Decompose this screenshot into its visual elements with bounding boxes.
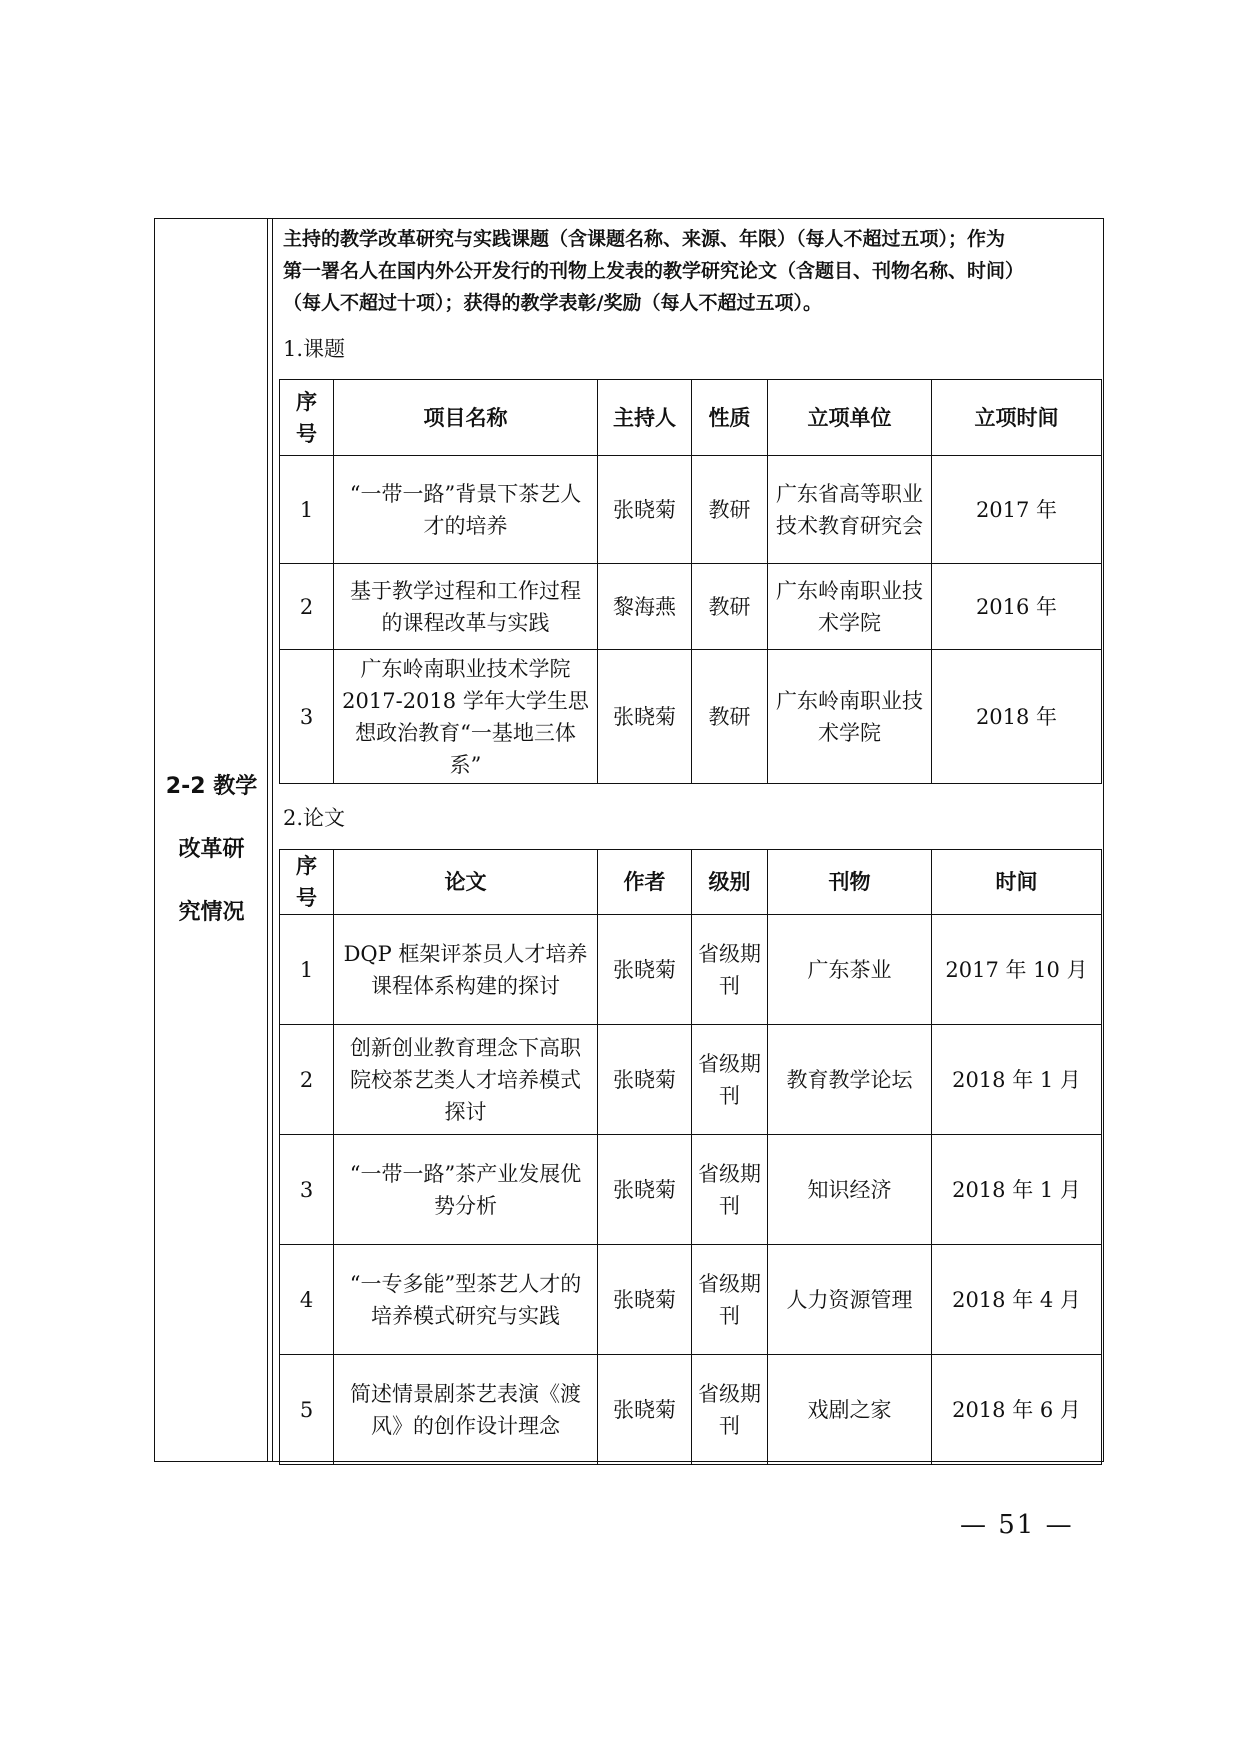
header-cell: 序号 — [280, 850, 334, 915]
cell-title: “一带一路”背景下茶艺人才的培养 — [334, 456, 598, 564]
table-row — [280, 564, 1102, 650]
cell-index: 5 — [280, 1355, 334, 1465]
table-row — [280, 1135, 1102, 1245]
cell-index: 1 — [280, 456, 334, 564]
cell-person: 张晓菊 — [598, 650, 692, 784]
intro-line: 主持的教学改革研究与实践课题（含课题名称、来源、年限）（每人不超过五项）；作为 — [283, 228, 1006, 250]
cell-title: 广东岭南职业技术学院 2017-2018 学年大学生思想政治教育“一基地三体系” — [334, 650, 598, 784]
cell-author: 张晓菊 — [598, 915, 692, 1025]
cell-date: 2018 年 4 月 — [932, 1245, 1102, 1355]
cell-journal: 教育教学论坛 — [768, 1025, 932, 1135]
cell-date: 2017 年 10 月 — [932, 915, 1102, 1025]
header-cell: 时间 — [932, 850, 1102, 915]
cell-title: 基于教学过程和工作过程的课程改革与实践 — [334, 564, 598, 650]
cell-person: 张晓菊 — [598, 456, 692, 564]
cell-index: 4 — [280, 1245, 334, 1355]
page-number: — 51 — — [960, 1510, 1074, 1540]
cell-author: 张晓菊 — [598, 1245, 692, 1355]
cell-date: 2018 年 1 月 — [932, 1135, 1102, 1245]
header-cell: 项目名称 — [334, 380, 598, 456]
cell-index: 3 — [280, 650, 334, 784]
cell-index: 3 — [280, 1135, 334, 1245]
cell-unit: 广东岭南职业技术学院 — [768, 564, 932, 650]
section-label-cell — [155, 219, 268, 1461]
papers-table — [279, 849, 1102, 1465]
cell-date: 2018 年 6 月 — [932, 1355, 1102, 1465]
section-label-line: 改革研 — [178, 837, 245, 862]
cell-unit: 广东岭南职业技术学院 — [768, 650, 932, 784]
table-row — [280, 1355, 1102, 1465]
cell-journal: 戏剧之家 — [768, 1355, 932, 1465]
cell-date: 2016 年 — [932, 564, 1102, 650]
cell-type: 教研 — [692, 456, 768, 564]
intro-text — [283, 223, 1103, 319]
cell-level: 省级期刊 — [692, 1025, 768, 1135]
cell-index: 1 — [280, 915, 334, 1025]
header-cell: 作者 — [598, 850, 692, 915]
cell-person: 黎海燕 — [598, 564, 692, 650]
cell-index: 2 — [280, 564, 334, 650]
cell-author: 张晓菊 — [598, 1135, 692, 1245]
cell-level: 省级期刊 — [692, 1355, 768, 1465]
topics-heading: 1.课题 — [283, 337, 346, 361]
content-cell — [272, 219, 1103, 1461]
header-cell: 立项单位 — [768, 380, 932, 456]
table-row — [280, 456, 1102, 564]
header-cell: 刊物 — [768, 850, 932, 915]
header-cell: 立项时间 — [932, 380, 1102, 456]
table-row — [280, 1025, 1102, 1135]
papers-heading: 2.论文 — [283, 806, 346, 830]
cell-type: 教研 — [692, 650, 768, 784]
cell-author: 张晓菊 — [598, 1025, 692, 1135]
cell-level: 省级期刊 — [692, 915, 768, 1025]
table-row — [280, 650, 1102, 784]
table-row — [280, 1245, 1102, 1355]
table-row — [280, 915, 1102, 1025]
cell-date: 2018 年 1 月 — [932, 1025, 1102, 1135]
cell-title: “一带一路”茶产业发展优势分析 — [334, 1135, 598, 1245]
cell-level: 省级期刊 — [692, 1135, 768, 1245]
section-label — [155, 755, 268, 944]
form-table — [154, 218, 1104, 1462]
table-header-row — [280, 850, 1102, 915]
cell-journal: 人力资源管理 — [768, 1245, 932, 1355]
header-cell: 性质 — [692, 380, 768, 456]
cell-title: 简述情景剧茶艺表演《渡风》的创作设计理念 — [334, 1355, 598, 1465]
intro-line: （每人不超过十项）；获得的教学表彰/奖励（每人不超过五项）。 — [283, 292, 822, 314]
table-header-row — [280, 380, 1102, 456]
intro-line: 第一署名人在国内外公开发行的刊物上发表的教学研究论文（含题目、刊物名称、时间） — [283, 260, 1025, 282]
header-cell: 序号 — [280, 380, 334, 456]
cell-title: 创新创业教育理念下高职院校茶艺类人才培养模式探讨 — [334, 1025, 598, 1135]
header-cell: 论文 — [334, 850, 598, 915]
cell-index: 2 — [280, 1025, 334, 1135]
cell-journal: 知识经济 — [768, 1135, 932, 1245]
cell-author: 张晓菊 — [598, 1355, 692, 1465]
cell-title: “一专多能”型茶艺人才的培养模式研究与实践 — [334, 1245, 598, 1355]
cell-journal: 广东茶业 — [768, 915, 932, 1025]
topics-table — [279, 379, 1102, 784]
header-cell: 级别 — [692, 850, 768, 915]
section-label-line: 究情况 — [178, 900, 245, 925]
cell-type: 教研 — [692, 564, 768, 650]
cell-date: 2018 年 — [932, 650, 1102, 784]
cell-date: 2017 年 — [932, 456, 1102, 564]
cell-unit: 广东省高等职业技术教育研究会 — [768, 456, 932, 564]
cell-level: 省级期刊 — [692, 1245, 768, 1355]
cell-title: DQP 框架评茶员人才培养课程体系构建的探讨 — [334, 915, 598, 1025]
header-cell: 主持人 — [598, 380, 692, 456]
section-label-line: 2-2 教学 — [165, 774, 258, 799]
